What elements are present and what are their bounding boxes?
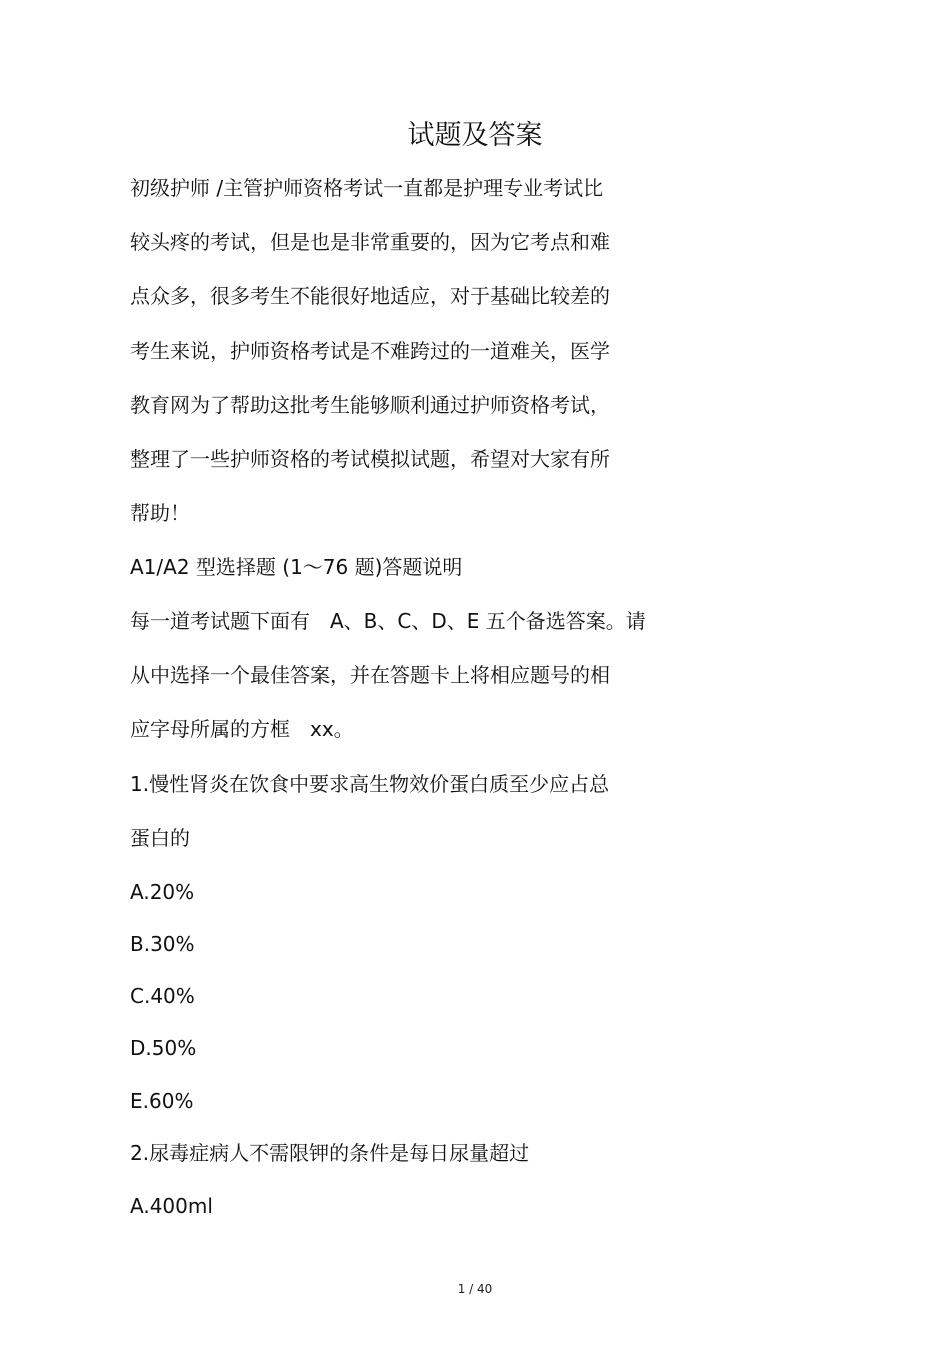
intro-line-7: 帮助！	[130, 501, 190, 525]
question-1-option-d: D.50%	[130, 1036, 197, 1060]
question-1-option-b: B.30%	[130, 932, 195, 956]
intro-line-3: 点众多，很多考生不能很好地适应，对于基础比较差的	[130, 284, 610, 308]
question-1-line-1: 1.慢性肾炎在饮食中要求高生物效价蛋白质至少应占总	[130, 772, 610, 796]
question-1-option-c: C.40%	[130, 984, 195, 1008]
intro-line-4: 考生来说，护师资格考试是不难跨过的一道难关，医学	[130, 339, 610, 363]
question-1-line-2: 蛋白的	[130, 826, 190, 850]
intro-line-6: 整理了一些护师资格的考试模拟试题，希望对大家有所	[130, 447, 610, 471]
question-2-option-a: A.400ml	[130, 1194, 213, 1218]
intro-line-1: 初级护师 /主管护师资格考试一直都是护理专业考试比	[130, 176, 604, 200]
page-title: 试题及答案	[407, 120, 543, 151]
instruction-line-1: 每一道考试题下面有 A、B、C、D、E 五个备选答案。请	[130, 609, 646, 633]
instruction-line-3: 应字母所属的方框 xx。	[130, 717, 354, 741]
page-number: 1 / 40	[457, 1282, 493, 1296]
intro-line-2: 较头疼的考试，但是也是非常重要的，因为它考点和难	[130, 230, 610, 254]
question-2-line-1: 2.尿毒症病人不需限钾的条件是每日尿量超过	[130, 1141, 530, 1165]
question-1-option-e: E.60%	[130, 1089, 194, 1113]
intro-line-5: 教育网为了帮助这批考生能够顺利通过护师资格考试，	[130, 393, 610, 417]
instruction-line-2: 从中选择一个最佳答案，并在答题卡上将相应题号的相	[130, 663, 610, 687]
section-heading: A1/A2 型选择题 (1～76 题)答题说明	[130, 555, 463, 579]
question-1-option-a: A.20%	[130, 880, 195, 904]
